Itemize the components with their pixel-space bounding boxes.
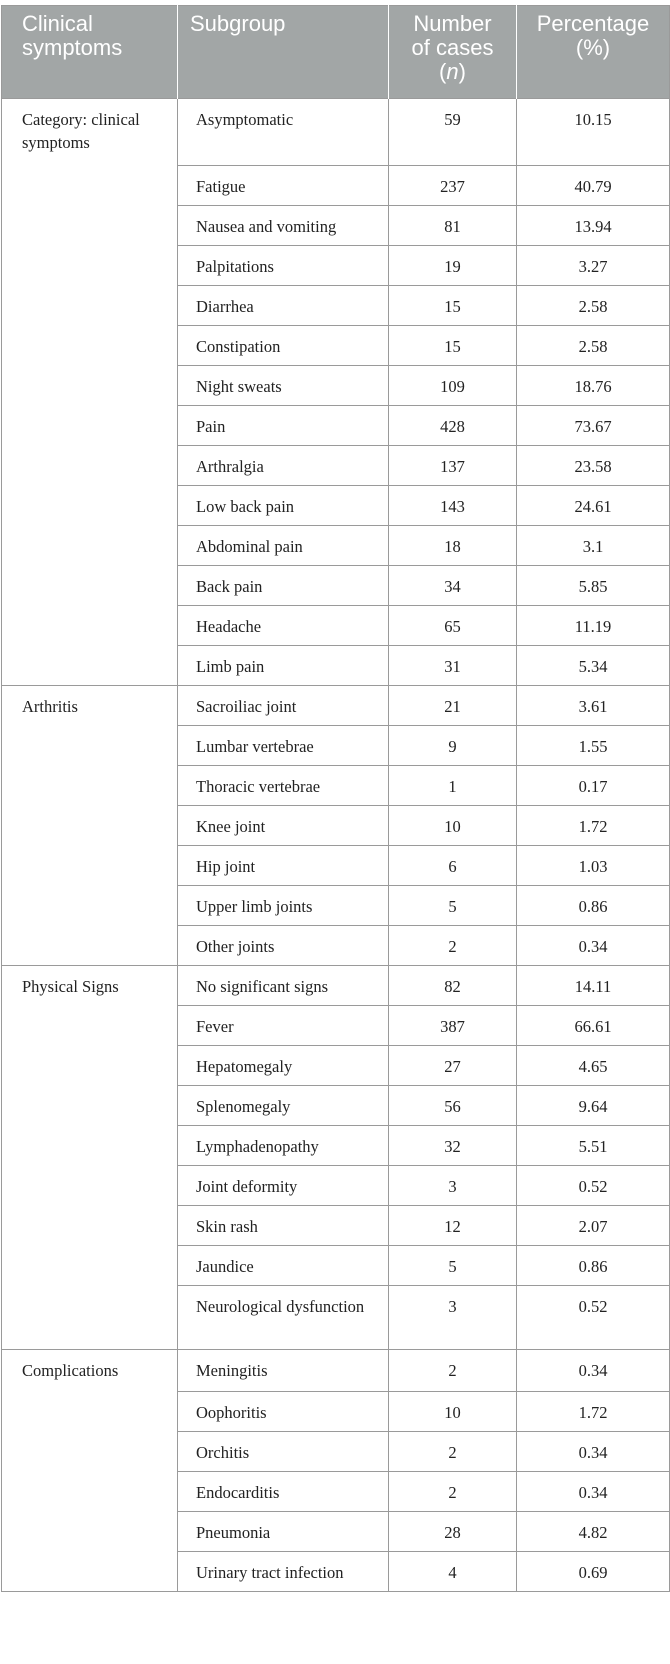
cases-cell: 9 bbox=[389, 726, 517, 766]
subgroup-cell: Fatigue bbox=[178, 166, 389, 206]
header-percentage bbox=[517, 6, 670, 99]
percentage-cell: 3.27 bbox=[517, 246, 670, 286]
cases-cell: 28 bbox=[389, 1512, 517, 1552]
subgroup-cell: Back pain bbox=[178, 566, 389, 606]
subgroup-cell: Splenomegaly bbox=[178, 1086, 389, 1126]
percentage-cell: 4.82 bbox=[517, 1512, 670, 1552]
cases-cell: 3 bbox=[389, 1166, 517, 1206]
percentage-cell: 0.17 bbox=[517, 766, 670, 806]
cases-cell: 19 bbox=[389, 246, 517, 286]
subgroup-cell: Abdominal pain bbox=[178, 526, 389, 566]
subgroup-cell: Hip joint bbox=[178, 846, 389, 886]
subgroup-cell: Fever bbox=[178, 1006, 389, 1046]
subgroup-cell: Low back pain bbox=[178, 486, 389, 526]
cases-cell: 15 bbox=[389, 326, 517, 366]
table-row bbox=[2, 99, 670, 166]
percentage-cell: 40.79 bbox=[517, 166, 670, 206]
category-cell: Physical Signs bbox=[2, 966, 178, 1350]
cases-cell: 137 bbox=[389, 446, 517, 486]
cases-cell: 4 bbox=[389, 1552, 517, 1592]
header-number-line2: of cases bbox=[411, 35, 494, 60]
category-cell: Arthritis bbox=[2, 686, 178, 966]
percentage-cell: 5.51 bbox=[517, 1126, 670, 1166]
cases-cell: 6 bbox=[389, 846, 517, 886]
percentage-cell: 0.34 bbox=[517, 1432, 670, 1472]
subgroup-cell: Knee joint bbox=[178, 806, 389, 846]
header-percentage-line2: (%) bbox=[575, 35, 611, 60]
subgroup-cell: Pain bbox=[178, 406, 389, 446]
percentage-cell: 2.58 bbox=[517, 286, 670, 326]
percentage-cell: 14.11 bbox=[517, 966, 670, 1006]
percentage-cell: 0.34 bbox=[517, 926, 670, 966]
cases-cell: 81 bbox=[389, 206, 517, 246]
percentage-cell: 0.86 bbox=[517, 1246, 670, 1286]
cases-cell: 5 bbox=[389, 1246, 517, 1286]
subgroup-cell: Thoracic vertebrae bbox=[178, 766, 389, 806]
cases-cell: 59 bbox=[389, 99, 517, 166]
cases-cell: 237 bbox=[389, 166, 517, 206]
table-header bbox=[2, 6, 670, 99]
clinical-symptoms-table bbox=[1, 5, 670, 1592]
subgroup-cell: Meningitis bbox=[178, 1350, 389, 1392]
percentage-cell: 3.1 bbox=[517, 526, 670, 566]
percentage-cell: 10.15 bbox=[517, 99, 670, 166]
percentage-cell: 9.64 bbox=[517, 1086, 670, 1126]
header-number-of-cases: Number of cases (n) bbox=[389, 6, 517, 99]
percentage-cell: 0.34 bbox=[517, 1350, 670, 1392]
header-number-line1: Number bbox=[413, 11, 492, 36]
cases-cell: 18 bbox=[389, 526, 517, 566]
percentage-cell: 24.61 bbox=[517, 486, 670, 526]
subgroup-cell: Jaundice bbox=[178, 1246, 389, 1286]
percentage-cell: 3.61 bbox=[517, 686, 670, 726]
cases-cell: 34 bbox=[389, 566, 517, 606]
subgroup-cell: Hepatomegaly bbox=[178, 1046, 389, 1086]
percentage-cell: 1.55 bbox=[517, 726, 670, 766]
cases-cell: 387 bbox=[389, 1006, 517, 1046]
subgroup-cell: Other joints bbox=[178, 926, 389, 966]
category-cell: Category: clinical symptoms bbox=[2, 99, 178, 686]
table-row bbox=[2, 686, 670, 726]
percentage-cell: 5.34 bbox=[517, 646, 670, 686]
subgroup-cell: Oophoritis bbox=[178, 1392, 389, 1432]
subgroup-cell: Diarrhea bbox=[178, 286, 389, 326]
subgroup-cell: Joint deformity bbox=[178, 1166, 389, 1206]
subgroup-cell: Palpitations bbox=[178, 246, 389, 286]
subgroup-cell: Upper limb joints bbox=[178, 886, 389, 926]
percentage-cell: 0.86 bbox=[517, 886, 670, 926]
cases-cell: 5 bbox=[389, 886, 517, 926]
subgroup-cell: Pneumonia bbox=[178, 1512, 389, 1552]
subgroup-cell: Neurological dysfunction bbox=[178, 1286, 389, 1350]
cases-cell: 2 bbox=[389, 1350, 517, 1392]
subgroup-cell: Lumbar vertebrae bbox=[178, 726, 389, 766]
header-clinical-symptoms: Clinical symptoms bbox=[2, 6, 178, 99]
table-row bbox=[2, 1350, 670, 1392]
subgroup-cell: Nausea and vomiting bbox=[178, 206, 389, 246]
subgroup-cell: Endocarditis bbox=[178, 1472, 389, 1512]
percentage-cell: 1.03 bbox=[517, 846, 670, 886]
percentage-cell: 0.34 bbox=[517, 1472, 670, 1512]
header-percentage-line1: Percentage bbox=[536, 11, 650, 36]
cases-cell: 32 bbox=[389, 1126, 517, 1166]
cases-cell: 428 bbox=[389, 406, 517, 446]
cases-cell: 27 bbox=[389, 1046, 517, 1086]
percentage-cell: 4.65 bbox=[517, 1046, 670, 1086]
cases-cell: 12 bbox=[389, 1206, 517, 1246]
subgroup-cell: Lymphadenopathy bbox=[178, 1126, 389, 1166]
subgroup-cell: Skin rash bbox=[178, 1206, 389, 1246]
subgroup-cell: Arthralgia bbox=[178, 446, 389, 486]
percentage-cell: 13.94 bbox=[517, 206, 670, 246]
percentage-cell: 0.52 bbox=[517, 1286, 670, 1350]
cases-cell: 2 bbox=[389, 1432, 517, 1472]
cases-cell: 143 bbox=[389, 486, 517, 526]
percentage-cell: 11.19 bbox=[517, 606, 670, 646]
subgroup-cell: Orchitis bbox=[178, 1432, 389, 1472]
cases-cell: 109 bbox=[389, 366, 517, 406]
cases-cell: 21 bbox=[389, 686, 517, 726]
table-body bbox=[2, 99, 670, 1592]
subgroup-cell: Constipation bbox=[178, 326, 389, 366]
category-cell: Complications bbox=[2, 1350, 178, 1592]
cases-cell: 2 bbox=[389, 1472, 517, 1512]
subgroup-cell: Headache bbox=[178, 606, 389, 646]
percentage-cell: 0.69 bbox=[517, 1552, 670, 1592]
percentage-cell: 23.58 bbox=[517, 446, 670, 486]
cases-cell: 2 bbox=[389, 926, 517, 966]
subgroup-cell: Asymptomatic bbox=[178, 99, 389, 166]
header-number-italic: n bbox=[446, 59, 459, 84]
percentage-cell: 0.52 bbox=[517, 1166, 670, 1206]
cases-cell: 82 bbox=[389, 966, 517, 1006]
cases-cell: 1 bbox=[389, 766, 517, 806]
percentage-cell: 2.07 bbox=[517, 1206, 670, 1246]
percentage-cell: 73.67 bbox=[517, 406, 670, 446]
percentage-cell: 1.72 bbox=[517, 1392, 670, 1432]
cases-cell: 31 bbox=[389, 646, 517, 686]
subgroup-cell: Limb pain bbox=[178, 646, 389, 686]
percentage-cell: 1.72 bbox=[517, 806, 670, 846]
cases-cell: 56 bbox=[389, 1086, 517, 1126]
subgroup-cell: Urinary tract infection bbox=[178, 1552, 389, 1592]
cases-cell: 10 bbox=[389, 806, 517, 846]
cases-cell: 65 bbox=[389, 606, 517, 646]
cases-cell: 3 bbox=[389, 1286, 517, 1350]
table-row bbox=[2, 966, 670, 1006]
header-subgroup: Subgroup bbox=[178, 6, 389, 99]
percentage-cell: 66.61 bbox=[517, 1006, 670, 1046]
percentage-cell: 18.76 bbox=[517, 366, 670, 406]
cases-cell: 10 bbox=[389, 1392, 517, 1432]
subgroup-cell: Sacroiliac joint bbox=[178, 686, 389, 726]
cases-cell: 15 bbox=[389, 286, 517, 326]
percentage-cell: 5.85 bbox=[517, 566, 670, 606]
percentage-cell: 2.58 bbox=[517, 326, 670, 366]
subgroup-cell: No significant signs bbox=[178, 966, 389, 1006]
subgroup-cell: Night sweats bbox=[178, 366, 389, 406]
